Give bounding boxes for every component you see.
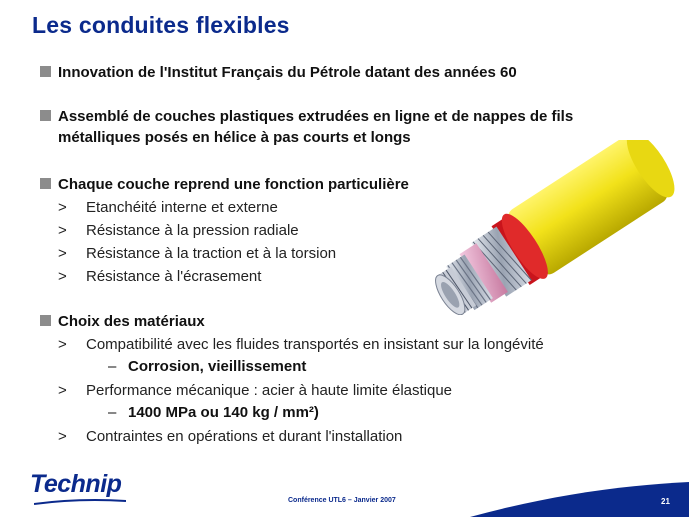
technip-logo: Technip (30, 470, 122, 498)
dash-icon: – (108, 358, 117, 375)
bullet-square-icon (40, 315, 51, 326)
chevron-right-icon: > (58, 382, 67, 399)
bullet-square-icon (40, 178, 51, 189)
sub-item-text: Résistance à la pression radiale (86, 222, 299, 239)
sub-item (58, 244, 336, 264)
footer-swoosh (470, 482, 689, 517)
sub-item (58, 198, 278, 218)
sub-item (58, 221, 299, 241)
page-number: 21 (661, 497, 670, 506)
bullet-2-line-2: métalliques posés en hélice à pas courts et longs (58, 129, 411, 146)
slide-title: Les conduites flexibles (32, 12, 290, 38)
sub-item-text: Résistance à l'écrasement (86, 268, 262, 285)
sub-sub-item-text: 1400 MPa ou 140 kg / mm²) (128, 404, 319, 421)
footer-conference: Conférence UTL6 – Janvier 2007 (288, 497, 396, 504)
chevron-right-icon: > (58, 222, 67, 239)
bullet-4-text: Choix des matériaux (58, 313, 205, 330)
bullet-square-icon (40, 66, 51, 77)
bullet-square-icon (40, 110, 51, 121)
bullet-1-text: Innovation de l'Institut Français du Pétrole datant des années 60 (58, 64, 517, 81)
sub-item (58, 335, 544, 355)
chevron-right-icon: > (58, 268, 67, 285)
dash-icon: – (108, 404, 117, 421)
sub-item (58, 267, 261, 287)
chevron-right-icon: > (58, 245, 67, 262)
bullet-2-line-1: Assemblé de couches plastiques extrudées en ligne et de nappes de fils (58, 108, 574, 125)
sub-item (58, 427, 402, 447)
bullet-1 (40, 62, 660, 83)
sub-item-text: Contraintes en opérations et durant l'installation (86, 428, 403, 445)
sub-sub-item (108, 358, 306, 375)
bullet-3-text: Chaque couche reprend une fonction particulière (58, 176, 409, 193)
chevron-right-icon: > (58, 428, 67, 445)
logo-underline-icon (34, 499, 126, 505)
chevron-right-icon: > (58, 336, 67, 353)
sub-item (58, 381, 452, 401)
flexible-pipe-illustration (425, 140, 675, 315)
sub-item-text: Compatibilité avec les fluides transportés en insistant sur la longévité (86, 336, 544, 353)
sub-item-text: Performance mécanique : acier à haute limite élastique (86, 382, 453, 399)
chevron-right-icon: > (58, 199, 67, 216)
sub-sub-item-text: Corrosion, vieillissement (128, 358, 307, 375)
sub-item-text: Résistance à la traction et à la torsion (86, 245, 337, 262)
sub-sub-item (108, 404, 319, 421)
sub-item-text: Etanchéité interne et externe (86, 199, 278, 216)
